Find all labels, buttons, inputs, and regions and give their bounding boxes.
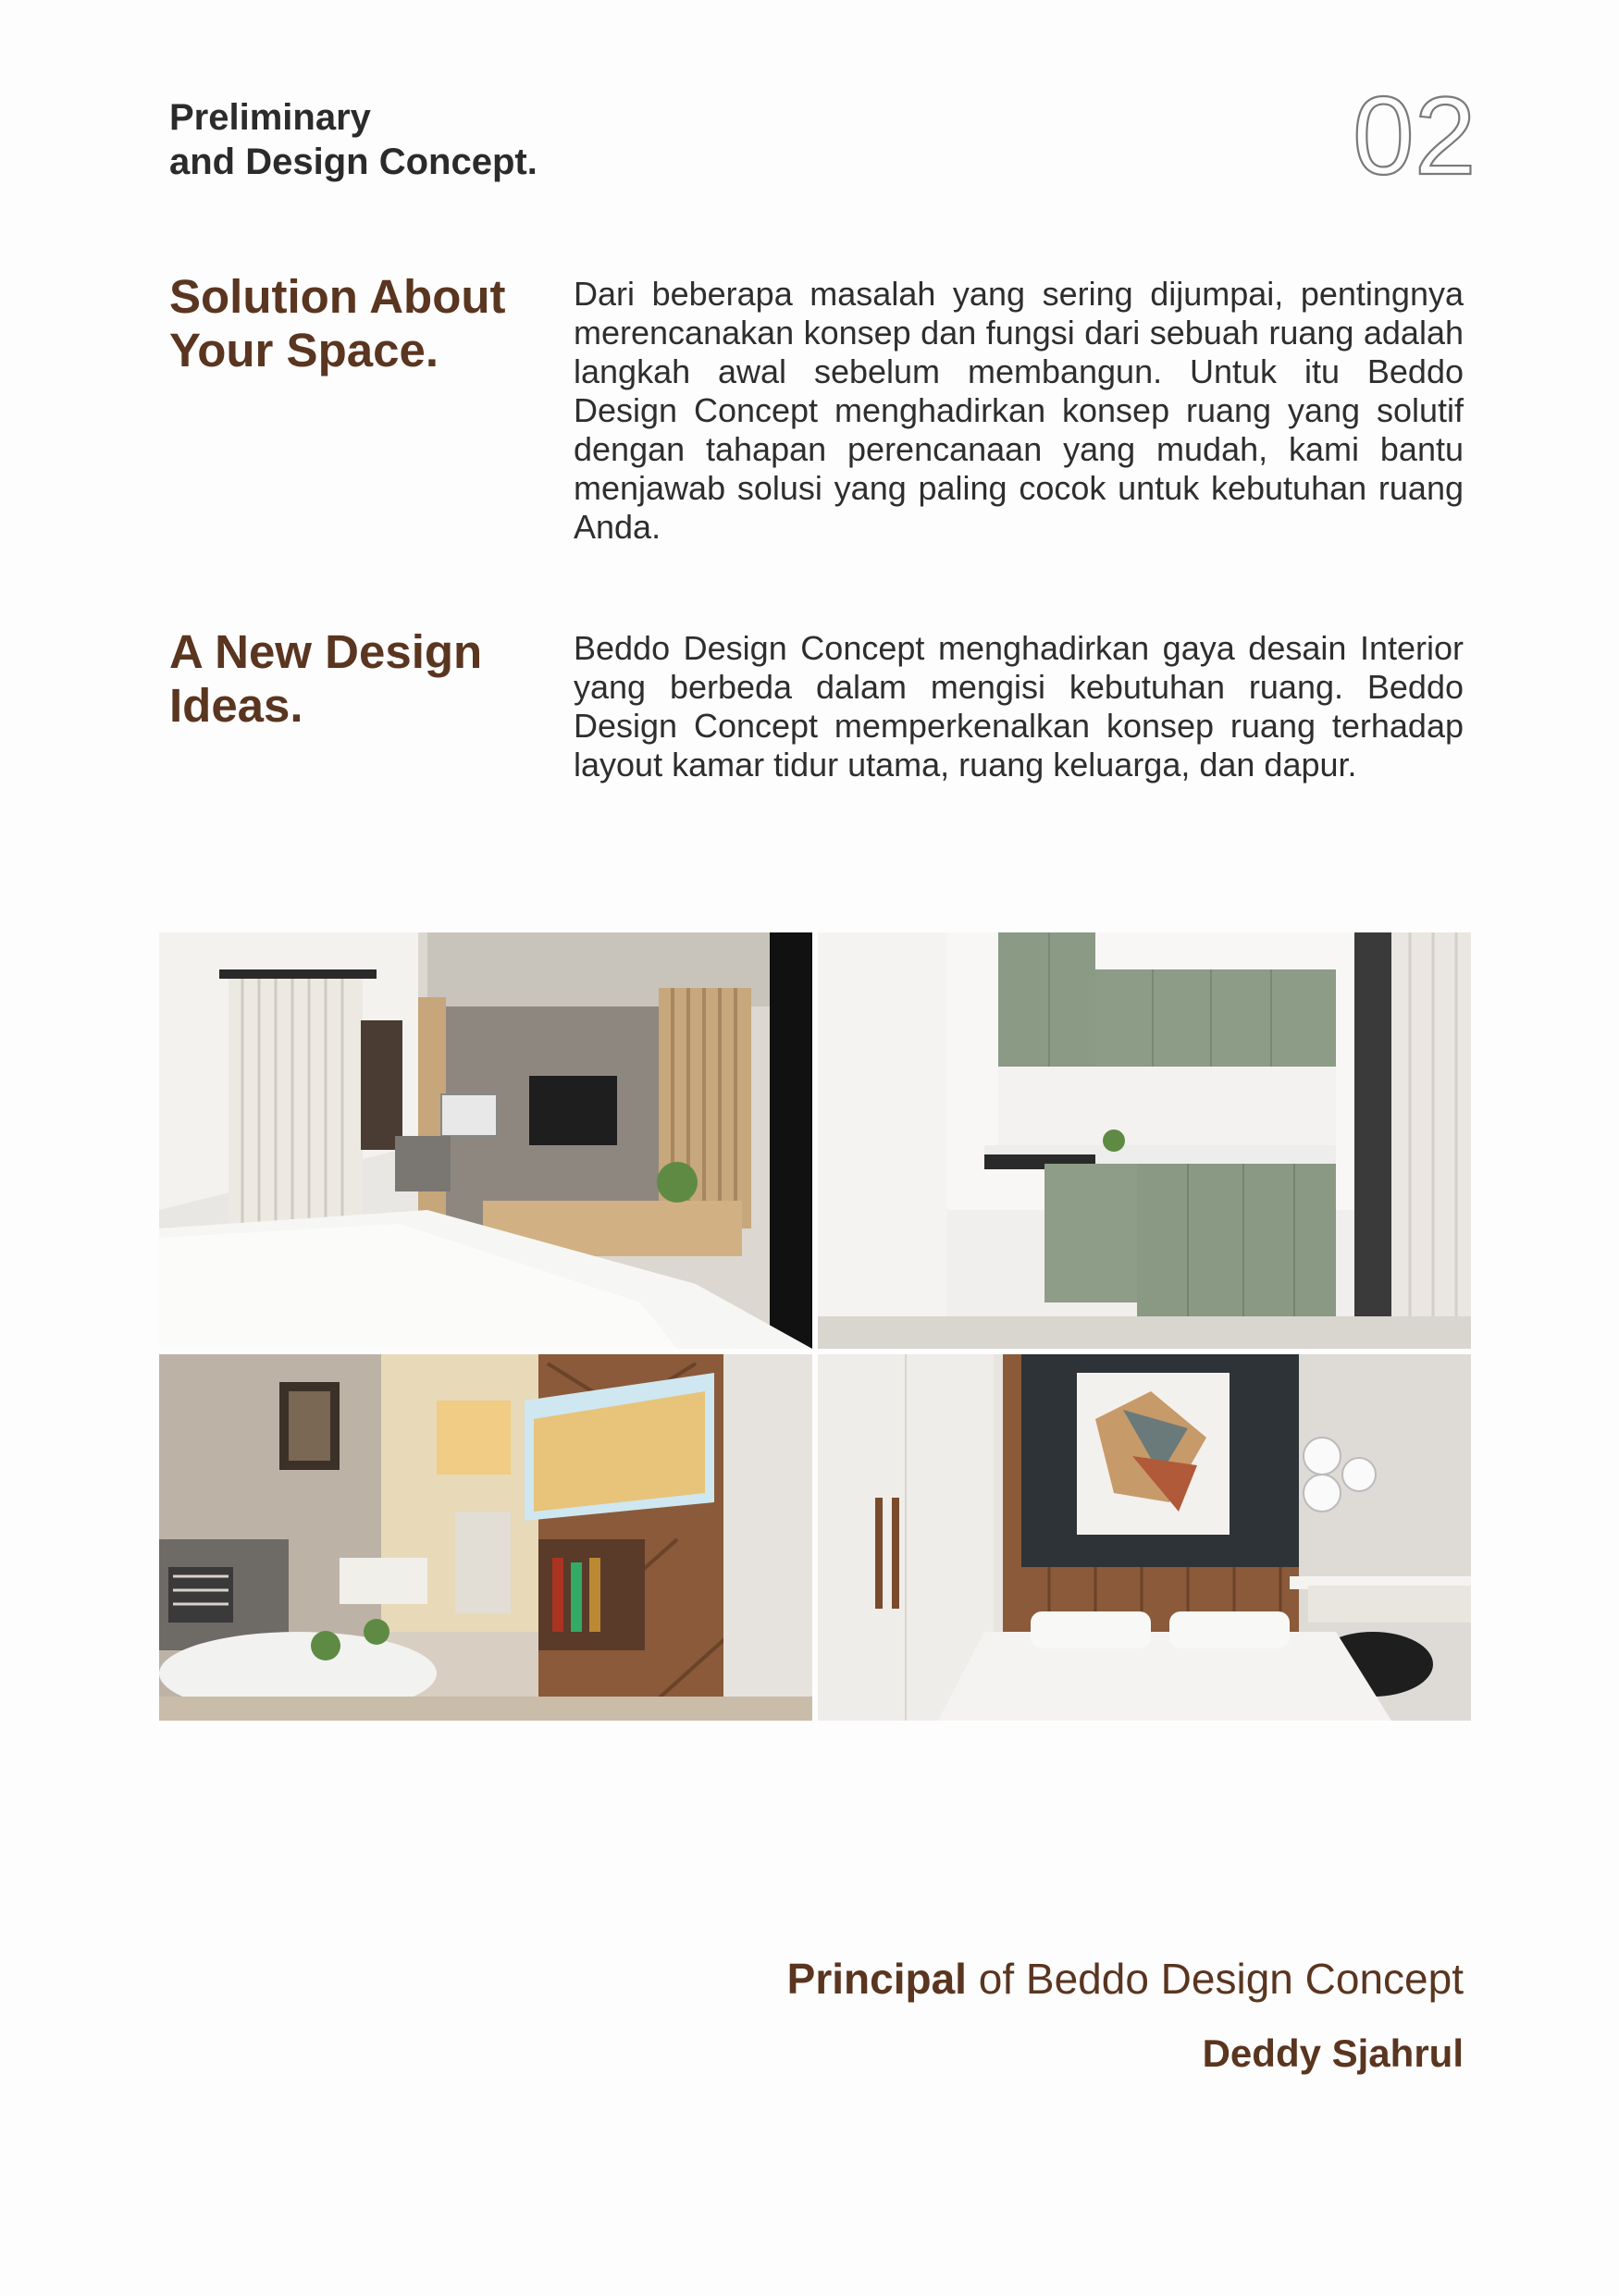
bedroom-art-photo <box>818 1354 1471 1721</box>
kitchen-photo <box>818 932 1471 1349</box>
bedroom-tv-wall-photo <box>159 932 812 1349</box>
section-heading-solution <box>169 270 539 377</box>
header-title-line2: and Design Concept. <box>169 142 538 182</box>
header-title-line1: Preliminary <box>169 97 371 138</box>
signature-name: Deddy Sjahrul <box>1202 2031 1464 2075</box>
section-heading-ideas <box>169 625 539 733</box>
section-body-solution: Dari beberapa masalah yang sering dijumpai, pentingnya merencanakan konsep dan fungsi dari sebuah ruang adalah langkah awal sebelum membangun. Untuk itu Beddo Design Concept menghadirkan konsep ruang yang solutif dengan tahapan perencanaan yang mudah, kami bantu menjawab solusi yang paling cocok untuk kebutuhan ruang Anda. <box>574 275 1464 546</box>
interior-photo-grid <box>159 932 1471 1721</box>
signature-role-rest: of Beddo Design Concept <box>966 1955 1464 2003</box>
page-number <box>1351 81 1480 192</box>
living-room-photo <box>159 1354 812 1721</box>
signature-role <box>787 1954 1464 2004</box>
document-header <box>169 95 538 184</box>
heading-line: Ideas. <box>169 679 303 732</box>
page-number-text: 02 <box>1353 81 1477 192</box>
heading-line: Your Space. <box>169 324 439 376</box>
heading-line: A New Design <box>169 625 483 678</box>
signature-role-bold: Principal <box>786 1955 967 2003</box>
heading-line: Solution About <box>169 270 506 323</box>
section-body-ideas: Beddo Design Concept menghadirkan gaya desain Interior yang berbeda dalam mengisi kebutuhan ruang. Beddo Design Concept memperkenalkan konsep ruang terhadap layout kamar tidur utama, ruang keluarga, dan dapur. <box>574 629 1464 784</box>
